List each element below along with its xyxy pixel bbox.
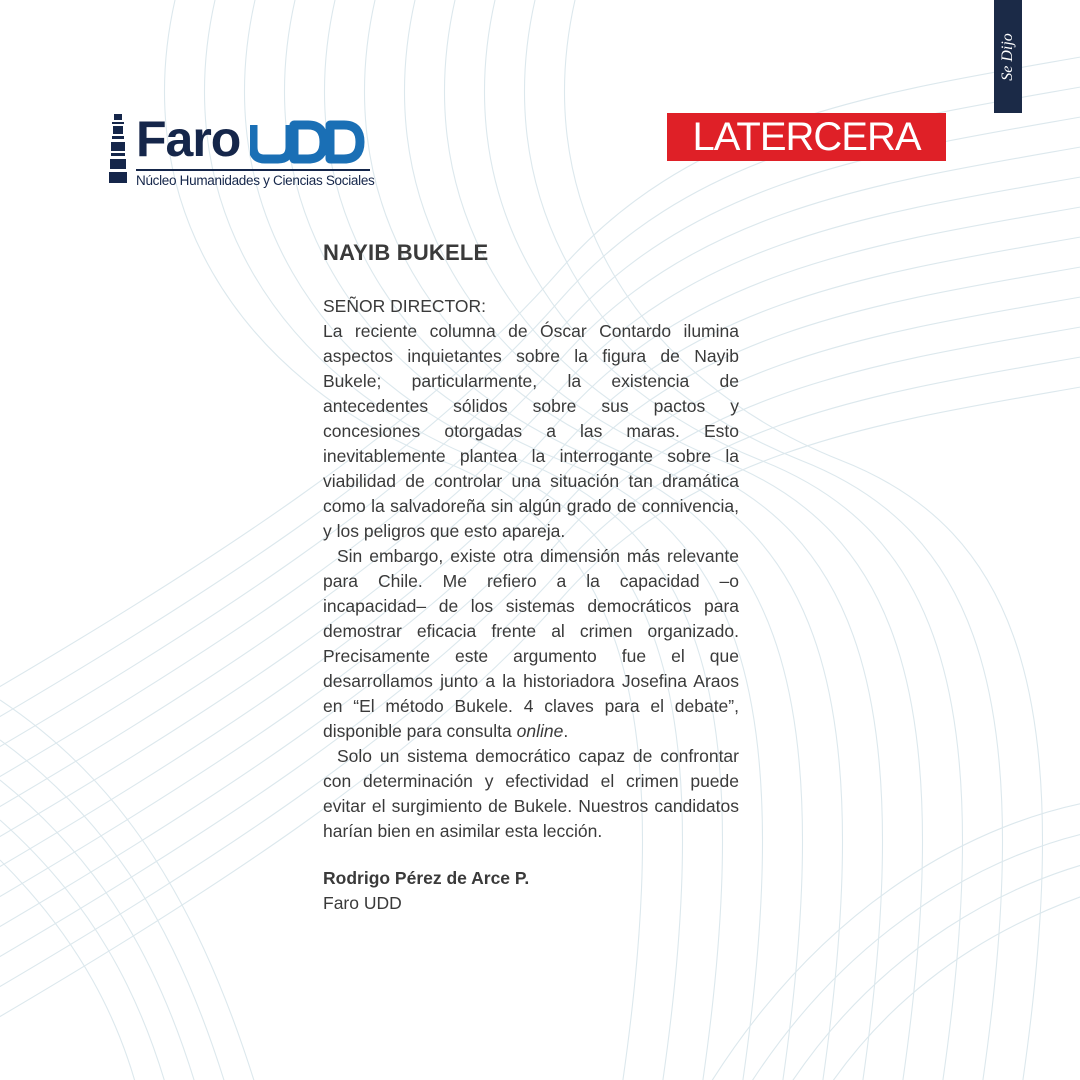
paragraph-2-end: . bbox=[563, 721, 569, 741]
logo-rule bbox=[136, 169, 370, 171]
se-dijo-label: Se Dijo bbox=[999, 32, 1017, 81]
paragraph-2-text: Sin embargo, existe otra dimensión más relevante para Chile. Me refiero a la capacidad –o incapacidad– de los sistemas democráticos para demostrar eficacia frente al crimen organizado. Precisamente este argumento fue el que desarrollamos junto a la historiadora Josefina Araos en “El método Bukele. 4 claves para el debate”, disponible para consulta bbox=[323, 546, 739, 741]
la-tercera-logo bbox=[667, 113, 946, 161]
article-headline: NAYIB BUKELE bbox=[323, 240, 489, 265]
paragraph-1: La reciente columna de Óscar Contardo ilumina aspectos inquietantes sobre la figura de Nayib Bukele; particularmente, la existencia de antecedentes sólidos sobre sus pactos y concesiones otorgadas a las maras. Esto inevitablemente plantea la interrogante sobre la viabilidad de controlar una situación tan dramática como la salvadoreña sin algún grado de connivencia, y los peligros que esto apareja. bbox=[323, 321, 739, 541]
faro-wordmark: Faro bbox=[136, 111, 241, 167]
paragraph-2 bbox=[323, 544, 739, 744]
signature-name: Rodrigo Pérez de Arce P. bbox=[323, 868, 530, 888]
la-tercera-wordmark: LATERCERA bbox=[692, 114, 921, 159]
se-dijo-tab bbox=[994, 0, 1022, 113]
letter-article bbox=[323, 240, 739, 915]
paragraph-2-italic: online bbox=[516, 721, 564, 741]
salutation: SEÑOR DIRECTOR: bbox=[323, 296, 487, 316]
paragraph-3: Solo un sistema democrático capaz de confrontar con determinación y efectividad el crimen puede evitar el surgimiento de Bukele. Nuestros candidatos harían bien en asimilar esta lección. bbox=[323, 746, 739, 841]
faro-udd-logo bbox=[108, 111, 375, 188]
lighthouse-icon bbox=[108, 112, 132, 184]
signature-organization: Faro UDD bbox=[323, 893, 402, 913]
udd-wordmark bbox=[250, 117, 366, 165]
faro-subtitle: Núcleo Humanidades y Ciencias Sociales bbox=[136, 173, 375, 188]
